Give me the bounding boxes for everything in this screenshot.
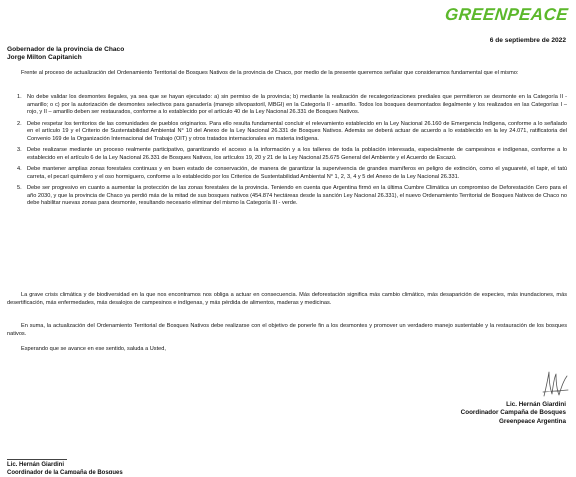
addressee-title: Gobernador de la provincia de Chaco bbox=[7, 46, 125, 53]
letter-date: 6 de septiembre de 2022 bbox=[489, 37, 566, 44]
list-item bbox=[17, 166, 567, 181]
list-item-text: Debe ser progresivo en cuanto a aumentar la protección de las zonas forestales de la provincia. Teniendo en cuenta que Argentina firmó en la última Cumbre Climática un compromiso de Deforestación Cero para el año 2030, y que la provincia de Chaco ya perdió más de la mitad de sus bosques nativos (454.874 hectáreas desde la sanción Ley Nacional 26.331), el nuevo Ordenamiento Territorial de Bosques Nativos de Chaco no debe habilitar nuevas zonas para desmonte, resultando necesario eliminar del mismo la Categoría III - verde. bbox=[27, 185, 567, 206]
list-item-number: 1. bbox=[17, 94, 22, 100]
crisis-paragraph: La grave crisis climática y de biodiversidad en la que nos encontramos nos obliga a actuar en consecuencia. Más deforestación significa más cambio climático, más desaparición de especies, más inundaciones, más desertificación, más enfermedades, más desalojos de campesinos e indígenas, y más pérdida de alimentos, maderas y medicinas. bbox=[7, 292, 567, 306]
footer-divider bbox=[7, 459, 67, 460]
addressee-block bbox=[7, 46, 124, 63]
list-item bbox=[17, 185, 567, 208]
list-item-number: 3. bbox=[17, 147, 22, 153]
list-item-text: Debe mantener amplias zonas forestales continuas y en buen estado de conservación, de manera de garantizar la supervivencia de grandes mamíferos en peligro de extinción, como el yaguareté, el tapir, el tatú carreta, el pecarí quimilero y el oso hormiguero, conforme a lo establecido por los Criterios de Sustentabilidad Ambiental N° 1, 2, 3, 4 y 5 del Anexo de la Ley Nacional 26.331. bbox=[27, 166, 567, 180]
list-item-number: 2. bbox=[17, 120, 22, 127]
handwritten-signature bbox=[540, 370, 570, 398]
list-item-text: No debe validar los desmontes ilegales, ya sea que se hayan ejecutado: a) sin permiso de la provincia; b) mediante la realización de recategorizaciones prediales que permitieron se desmonte en la Categoría II - amarillo; o c) por la autorización de desmontes selectivos para ganadería (manejo silvopastoril, MBGI) en la Categoría II - amarillo. Todos los bosques desmontados ilegalmente y los realizados en las Categorías I – rojo, y II – amarillo deben ser restaurados, conforme a lo establecido por el artículo 40 de la Ley Nacional 26.331 de Bosques Nativos. bbox=[27, 94, 567, 115]
signer-name: Lic. Hernán Giardini bbox=[506, 401, 566, 408]
list-item-text: Debe respetar los territorios de las comunidades de pueblos originarios. Para ello resulta fundamental concluir el relevamiento establecido en la Ley Nacional 26.160 de Emergencia Indígena, conforme a lo señalado en el artículo 19 y el Criterio de Sustentabilidad Ambiental N° 10 del Anexo de la Ley Nacional 26.331 de Bosques Nativos. Además se deberá actuar de acuerdo a lo establecido en la ley 24.071, ratificatoria del Convenio 169 de la Organización Internacional del Trabajo (OIT) y otros tratados internacionales en materia indígena. bbox=[27, 120, 567, 142]
summary-paragraph: En suma, la actualización del Ordenamiento Territorial de Bosques Nativos debe realizarse con el objetivo de ponerle fin a los desmontes y promover un verdadero manejo sustentable y la restauración de los bosques nativos. bbox=[7, 323, 567, 337]
signer-role: Coordinador Campaña de Bosques bbox=[460, 409, 566, 417]
list-item bbox=[17, 121, 567, 144]
footer-role: Coordinador de la Campaña de Bosques bbox=[7, 470, 123, 475]
greenpeace-logo: GREENPEACE bbox=[444, 5, 570, 24]
list-item-number: 4. bbox=[17, 166, 22, 172]
closing-paragraph: Esperando que se avance en ese sentido, saluda a Usted, bbox=[21, 346, 166, 352]
signer-org: Greenpeace Argentina bbox=[499, 417, 566, 425]
addressee-name: Jorge Milton Capitanich bbox=[7, 54, 82, 62]
list-item-text: Debe realizarse mediante un proceso realmente participativo, garantizando el acceso a la información y a los talleres de toda la población interesada, especialmente de campesinos e indígenas, conforme a lo establecido en el artículo 6 de la Ley Nacional 26.331 de Bosques Nativos, los artículos 19, 20 y 21 de la Ley Nacional 25.675 General del Ambiente y el Acuerdo de Escazú. bbox=[27, 147, 567, 161]
footer-block bbox=[7, 459, 123, 474]
list-item-number: 5. bbox=[17, 185, 22, 191]
list-item bbox=[17, 147, 567, 162]
signature-block bbox=[461, 401, 566, 426]
demands-list bbox=[17, 94, 567, 211]
intro-paragraph: Frente al proceso de actualización del Ordenamiento Territorial de Bosques Nativos de la provincia de Chaco, por medio de la presente queremos señalar que consideramos fundamental que el mismo: bbox=[21, 70, 519, 76]
footer-name: Lic. Hernán Giardini bbox=[7, 462, 65, 468]
list-item bbox=[17, 94, 567, 117]
